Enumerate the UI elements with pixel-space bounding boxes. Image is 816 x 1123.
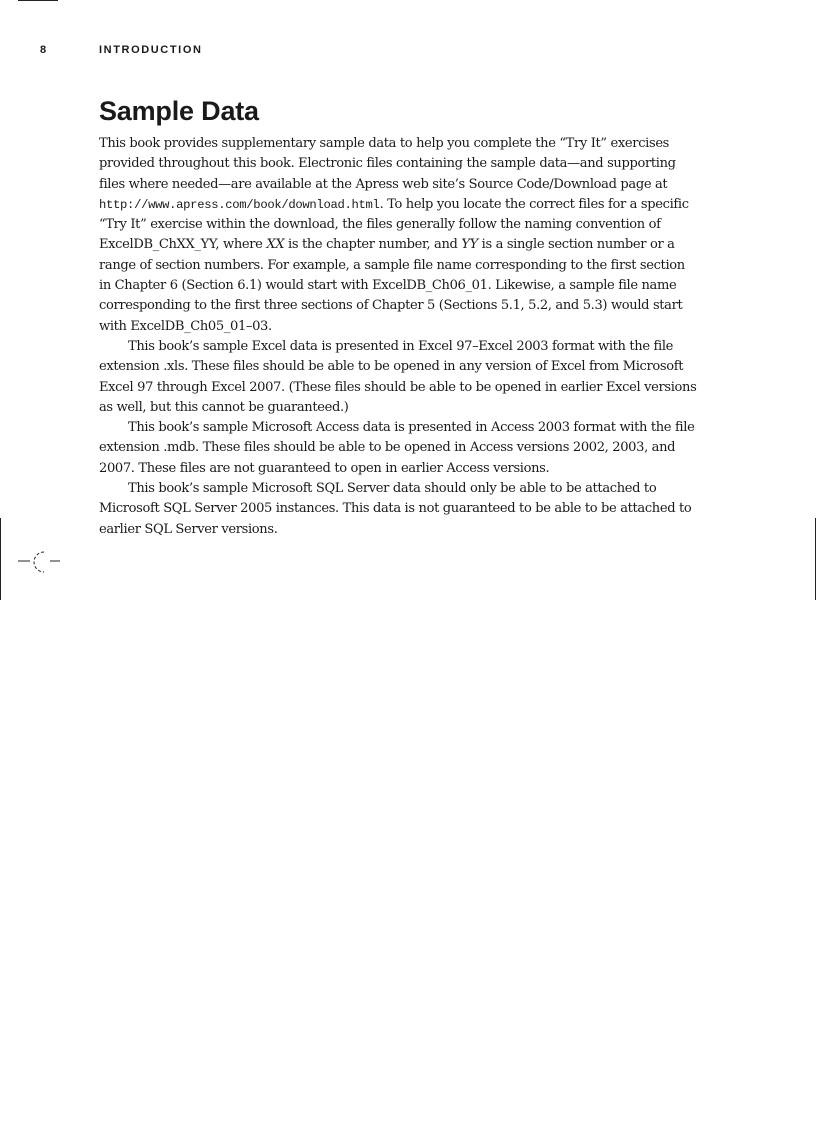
paragraph-3 [99,418,719,479]
text-line: corresponding to the first three sections of Chapter 5 (Sections 5.1, 5.2, and 5.3) would start [99,298,683,314]
italic-yy: YY [461,237,478,253]
page-number: 8 [40,44,48,56]
text-line: with ExcelDB_Ch05_01–03. [99,318,272,334]
text-line: 2007. These files are not guaranteed to open in earlier Access versions. [99,460,550,476]
text-line: This book’s sample Microsoft SQL Server data should only be able to be attached to [128,481,657,497]
text-line: “Try It” exercise within the download, the files generally follow the naming convention of [99,217,661,233]
paragraph-2 [99,337,719,418]
text-line: Microsoft SQL Server 2005 instances. This data is not guaranteed to be able to be attached to [99,501,692,517]
section-heading: Sample Data [99,96,259,126]
text-line: as well, but this cannot be guaranteed.) [99,399,349,415]
text-line: This book’s sample Excel data is presented in Excel 97–Excel 2003 format with the file [128,338,674,354]
text-line: extension .mdb. These files should be able to be opened in Access versions 2002, 2003, and [99,440,676,456]
text-line: range of section numbers. For example, a sample file name corresponding to the first section [99,257,685,273]
text-line: This book’s sample Microsoft Access data is presented in Access 2003 format with the file [128,420,695,436]
text-run: is a single section number or a [477,237,675,253]
text-line: provided throughout this book. Electronic files containing the sample data—and supporting [99,156,676,172]
text-line [99,195,719,215]
text-run: ExcelDB_ChXX_YY, where [99,237,267,253]
page-body [99,94,719,540]
text-line: This book provides supplementary sample data to help you complete the “Try It” exercises [99,136,670,151]
text-line [99,235,719,255]
text-line: earlier SQL Server versions. [99,521,278,537]
text-line: files where needed—are available at the Apress web site’s Source Code/Download page at [99,176,668,192]
text-run: . To help you locate the correct files for a specific [379,196,689,212]
registration-mark-icon [18,548,62,578]
text-line: Excel 97 through Excel 2007. (These files should be able to be opened in earlier Excel versions [99,379,697,395]
italic-xx: XX [266,237,285,253]
text-line: in Chapter 6 (Section 6.1) would start with ExcelDB_Ch06_01. Likewise, a sample file name [99,278,677,294]
paragraph-4 [99,479,719,540]
paragraph-1 [99,134,719,337]
download-url: http://www.apress.com/book/download.html [99,197,380,212]
text-run: is the chapter number, and [284,237,462,253]
crop-mark-left [0,518,1,600]
text-line: extension .xls. These files should be able to be opened in any version of Excel from Microsoft [99,359,684,375]
crop-mark-top [18,0,58,1]
running-header-title: INTRODUCTION [99,44,203,56]
